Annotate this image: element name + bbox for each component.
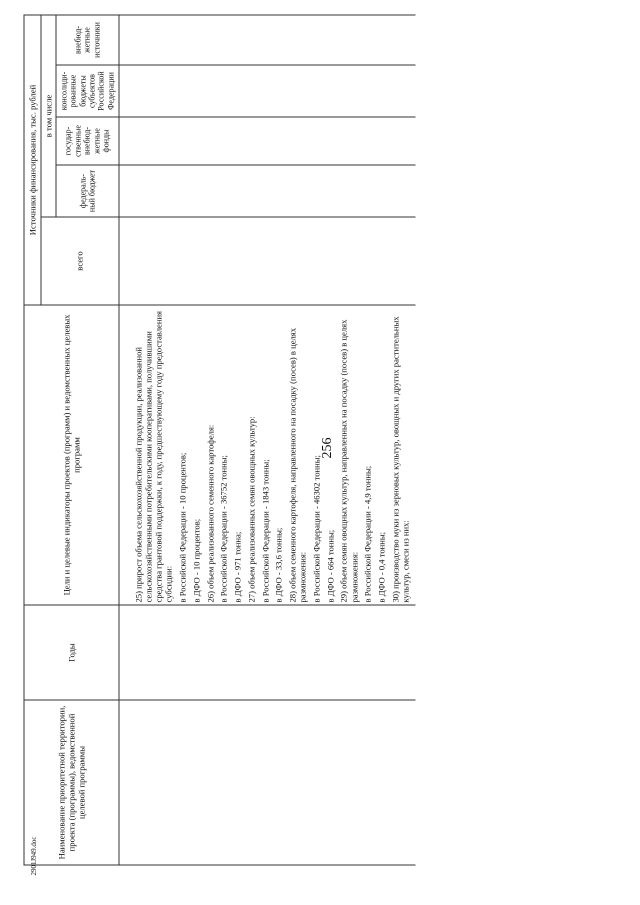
header-including: в том числе — [41, 15, 56, 217]
rotated-table-page — [24, 16, 569, 866]
indicator-item: в Российской Федерации - 4,9 тонны; — [362, 465, 373, 603]
page-number: 256 — [320, 437, 335, 459]
cell-consolidated — [119, 65, 415, 117]
indicator-item: 25) прирост объема сельскохозяйственной продукции, реализованной сельскохозяйственными потребительскими кооперативами, получившими средства грантовой поддержки, к году, предшествующему году предоставления субсидии: — [133, 310, 174, 603]
header-name: Наименование приоритетной территории, проекта (программы), ведомственной целевой программы — [24, 700, 119, 865]
cell-total — [119, 217, 415, 305]
indicator-item: в Российской Федерации - 10 процентов; — [177, 452, 188, 603]
cell-federal — [119, 165, 415, 217]
indicator-item: в ДФО - 10 процентов; — [191, 518, 202, 603]
cell-extrabudgetary — [119, 15, 415, 65]
header-state-funds: госудap-ственные внебюд-жетные фонды — [56, 117, 119, 165]
indicator-item: в Российской Федерации - 46302 тонны; — [311, 455, 322, 603]
header-row-1 — [24, 15, 41, 865]
indicator-item: 27) объем реализованных семян овощных культур: — [246, 416, 257, 603]
indicator-item: 29) объем семян овощных культур, направленных на посадку (посев) в целях размножения: — [338, 319, 360, 603]
cell-indicators — [119, 305, 415, 605]
indicator-item: 26) объем реализованного семенного картофеля: — [205, 424, 216, 603]
indicator-item: в ДФО - 0,4 тонны; — [376, 531, 387, 603]
header-extrabudgetary: внебюд-жетные источники — [56, 15, 119, 65]
cell-state-funds — [119, 117, 415, 165]
indicator-item: в ДФО - 971 тонна; — [232, 531, 243, 603]
indicator-item: в ДФО - 664 тонны; — [325, 529, 336, 603]
header-goals: Цели и целевые индикаторы проектов (программ) и ведомственных целевых программ — [24, 305, 119, 605]
header-consolidated: консолиди-рованные бюджеты субъектов Российской Федерации — [56, 65, 119, 117]
indicator-item: 28) объем семенного картофеля, направленного на посадку (посев) в целях размножения: — [287, 327, 308, 603]
cell-name — [119, 700, 415, 865]
indicator-item: в Российской Федерации - 1843 тонны; — [260, 459, 271, 603]
header-federal: федераль-ный бюджет — [56, 165, 119, 217]
footer-file-name: 2901J949.doc — [30, 836, 38, 876]
funding-table — [24, 14, 416, 865]
cell-years — [119, 605, 415, 700]
indicator-item: в ДФО - 33,6 тонны; — [273, 527, 284, 603]
indicator-item: в Российской Федерации - 36752 тонны; — [218, 455, 229, 603]
indicator-item: 30) производство муки из зерновых культур, овощных и других растительных культур, смеси из них: — [390, 316, 411, 603]
header-funding-sources: Источники финансирования, тыс. рублей — [24, 15, 41, 305]
header-years: Годы — [24, 605, 119, 700]
table-row — [119, 15, 415, 865]
header-total: всего — [41, 217, 119, 305]
